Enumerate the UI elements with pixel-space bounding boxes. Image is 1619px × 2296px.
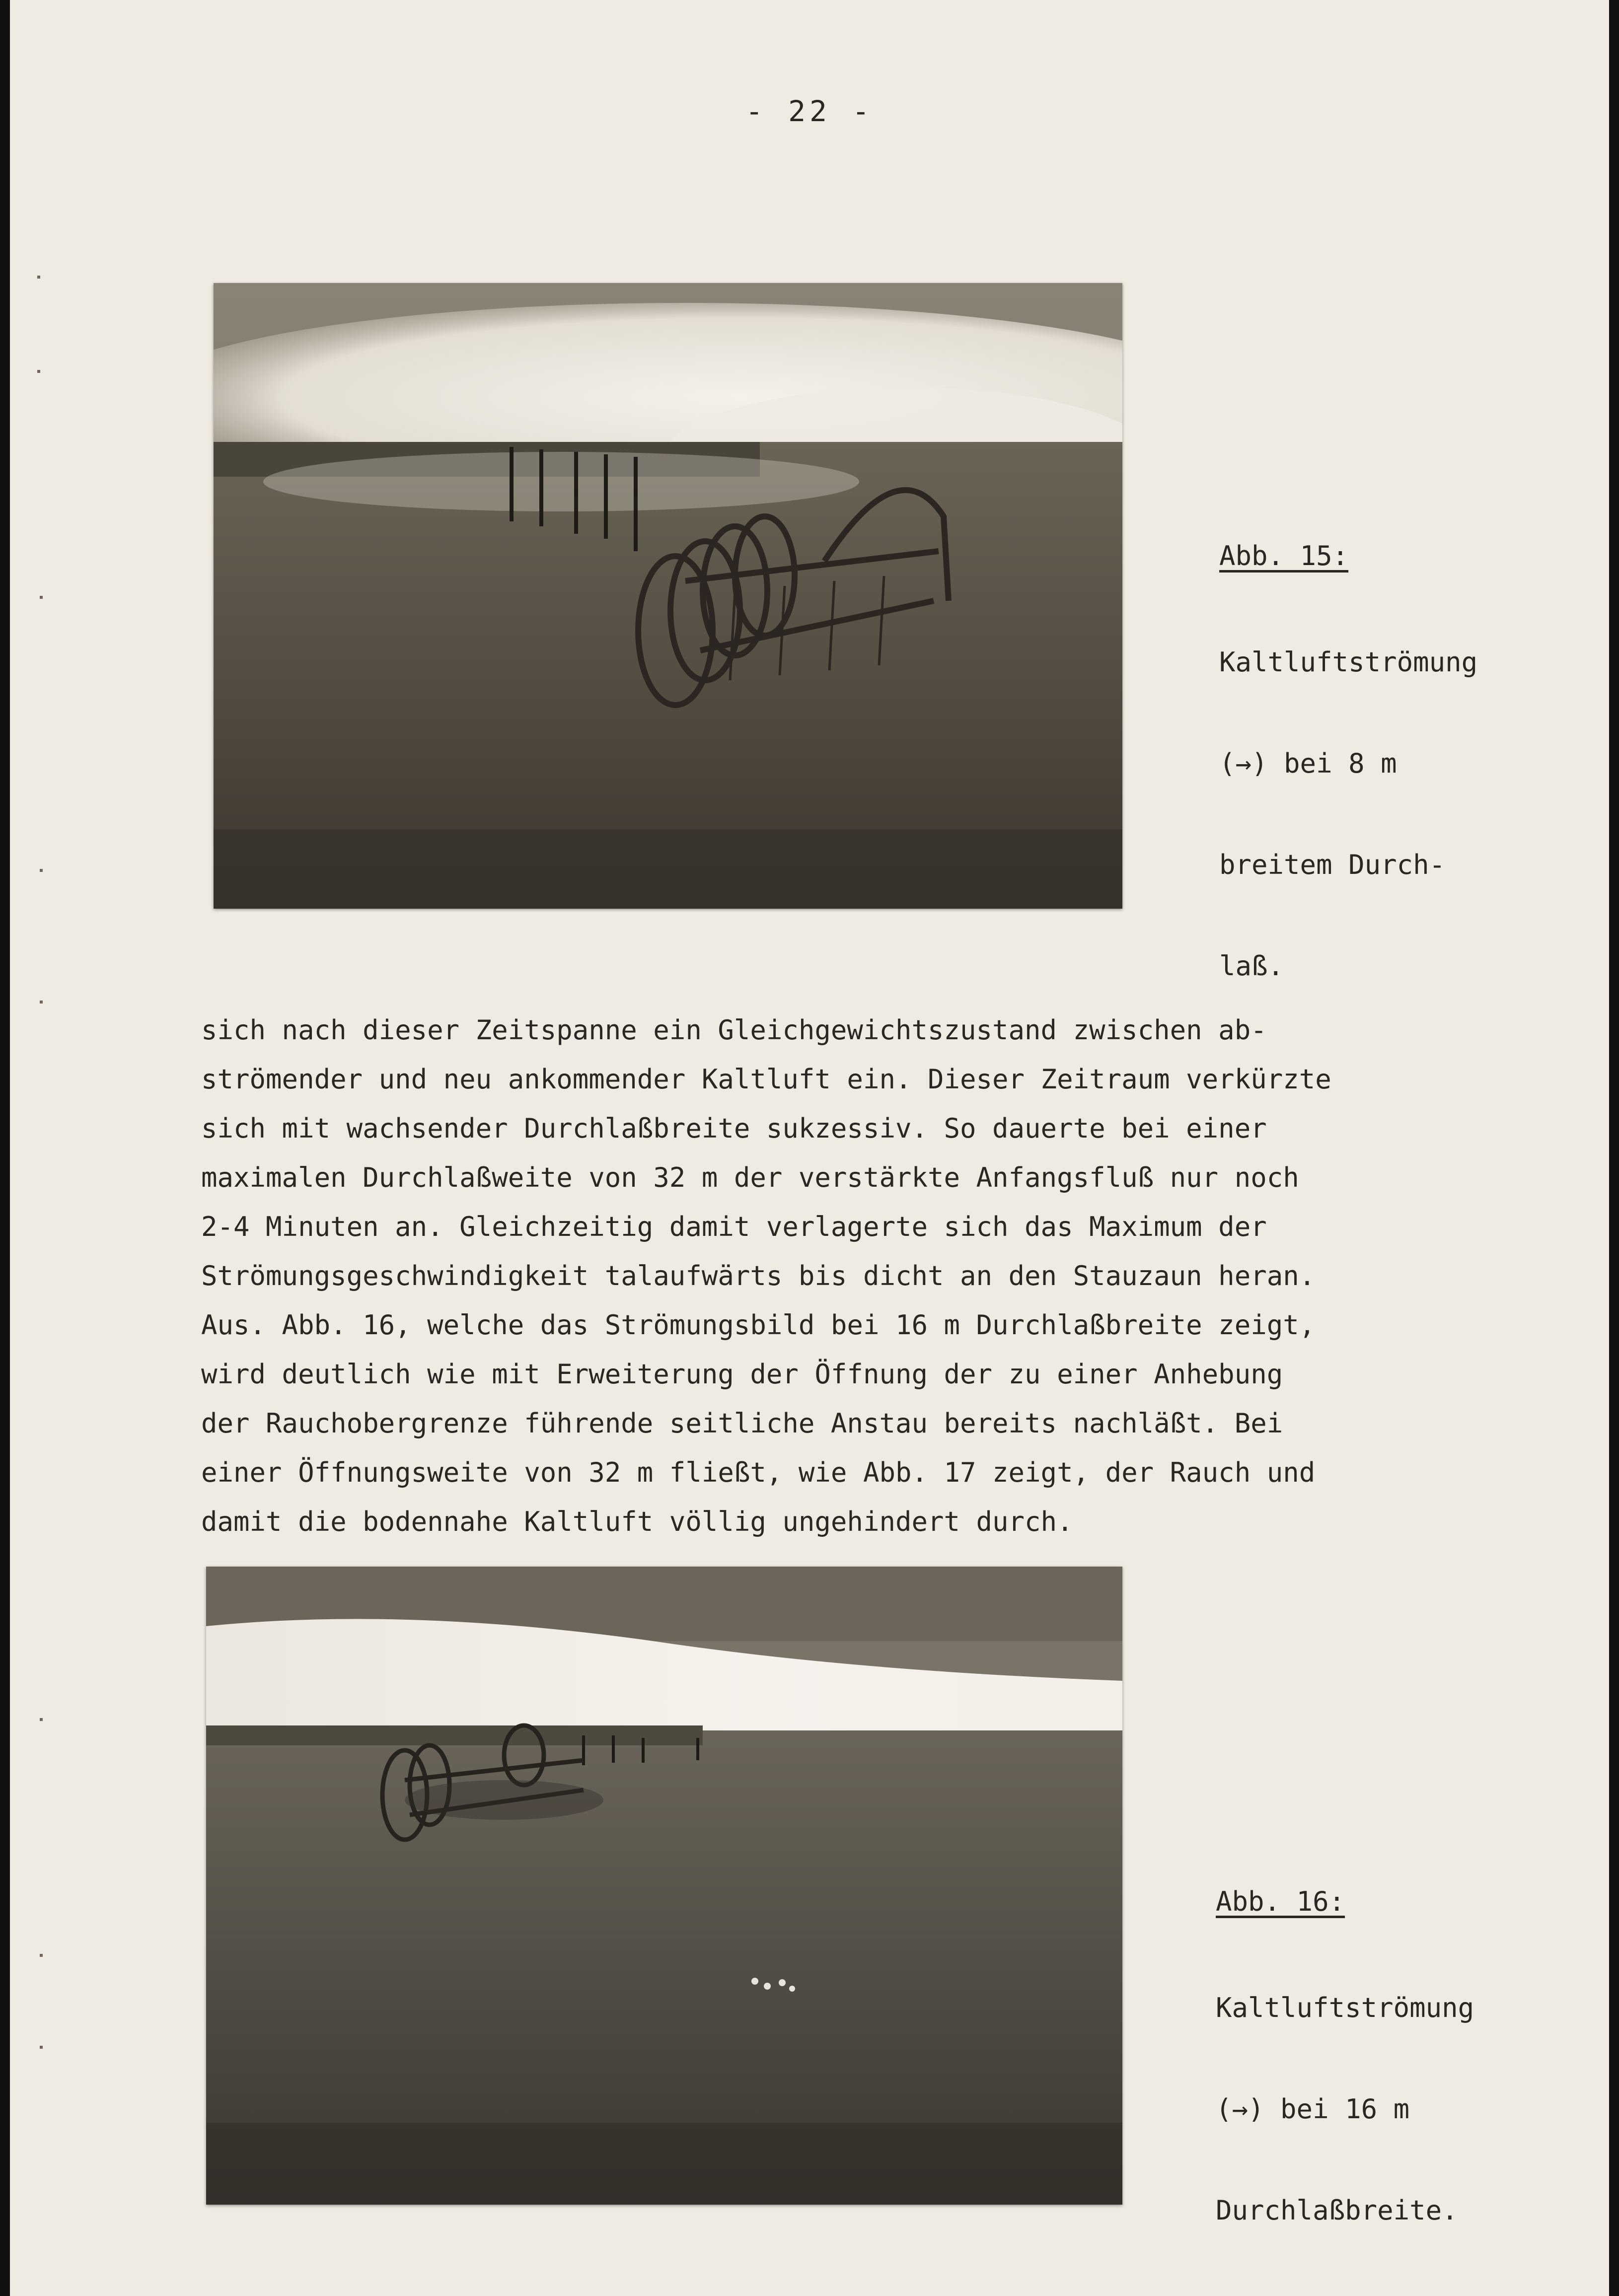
body-line: einer Öffnungsweite von 32 m fließt, wie Abb. 17 zeigt, der Rauch und: [201, 1457, 1316, 1488]
margin-tick: [37, 276, 40, 279]
body-line: 2-4 Minuten an. Gleichzeitig damit verlagerte sich das Maximum der: [201, 1211, 1267, 1242]
body-paragraph: [201, 1005, 1492, 1546]
figure-16-caption-line: Kaltluftströmung: [1216, 1992, 1474, 2023]
body-line: maximalen Durchlaßweite von 32 m der verstärkte Anfangsfluß nur noch: [201, 1162, 1299, 1193]
figure-16-title: Abb. 16:: [1216, 1886, 1345, 1917]
figure-15-caption: [1219, 472, 1477, 1051]
margin-tick: [40, 1718, 43, 1721]
figure-15-caption-line: breitem Durch-: [1219, 849, 1446, 880]
body-line: Aus. Abb. 16, welche das Strömungsbild bei 16 m Durchlaßbreite zeigt,: [201, 1309, 1316, 1341]
figure-16-caption: [1216, 1817, 1474, 2295]
body-line: der Rauchobergrenze führende seitliche Anstau bereits nachläßt. Bei: [201, 1408, 1283, 1439]
margin-tick: [37, 370, 40, 373]
margin-tick: [40, 596, 43, 599]
body-line: Strömungsgeschwindigkeit talaufwärts bis dicht an den Stauzaun heran.: [201, 1260, 1316, 1292]
figure-15-caption-line: Kaltluftströmung: [1219, 646, 1478, 678]
figure-16-caption-line: (→) bei 16 m: [1216, 2093, 1410, 2125]
margin-tick: [40, 869, 43, 872]
page-number: - 22 -: [745, 94, 874, 128]
figure-16-photo: [206, 1567, 1122, 2205]
body-line: sich mit wachsender Durchlaßbreite sukzessiv. So dauerte bei einer: [201, 1113, 1267, 1144]
figure-15-caption-line: laß.: [1219, 950, 1284, 982]
body-line: damit die bodennahe Kaltluft völlig ungehindert durch.: [201, 1506, 1073, 1537]
body-line: wird deutlich wie mit Erweiterung der Öffnung der zu einer Anhebung: [201, 1359, 1283, 1390]
figure-15-title: Abb. 15:: [1219, 540, 1349, 572]
margin-tick: [40, 1954, 43, 1957]
figure-16-caption-line: Durchlaßbreite.: [1216, 2195, 1458, 2226]
margin-tick: [40, 2046, 43, 2049]
figure-15-caption-line: (→) bei 8 m: [1219, 748, 1397, 779]
document-page: [10, 0, 1609, 2296]
body-line: sich nach dieser Zeitspanne ein Gleichgewichtszustand zwischen ab-: [201, 1014, 1267, 1046]
body-line: strömender und neu ankommender Kaltluft ein. Dieser Zeitraum verkürzte: [201, 1064, 1331, 1095]
margin-tick: [40, 1001, 43, 1004]
figure-15-photo: [214, 283, 1122, 909]
